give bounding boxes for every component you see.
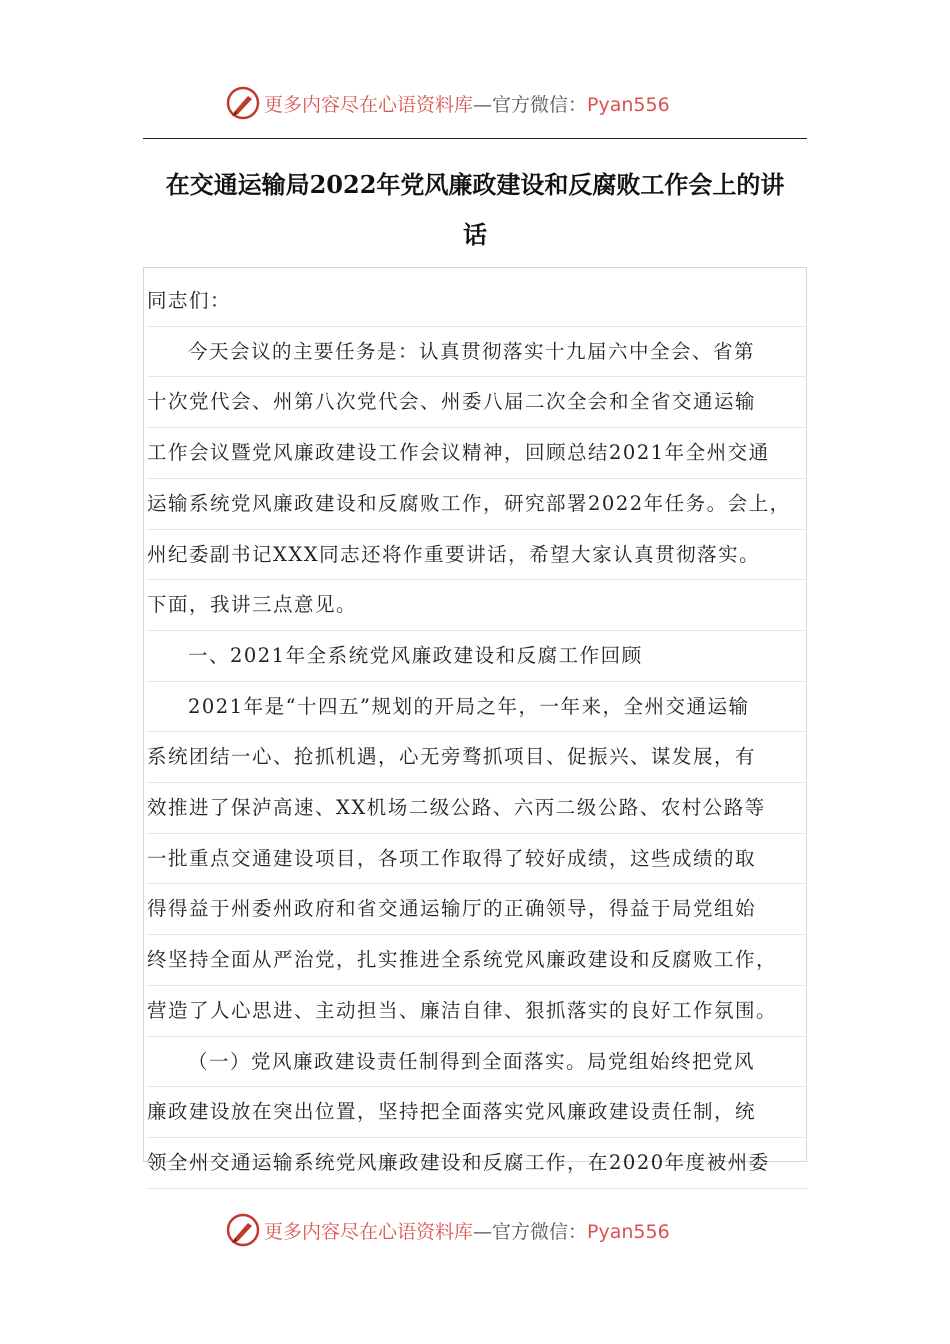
body-line: 州纪委副书记XXX同志还将作重要讲话，希望大家认真贯彻落实。 (147, 530, 807, 581)
watermark-banner-top (0, 84, 950, 124)
body-line: 终坚持全面从严治党，扎实推进全系统党风廉政建设和反腐败工作， (147, 935, 807, 986)
body-line: 得得益于州委州政府和省交通运输厅的正确领导，得益于局党组始 (147, 884, 807, 935)
body-line: 今天会议的主要任务是：认真贯彻落实十九届六中全会、省第 (147, 327, 807, 378)
document-body (147, 276, 807, 1189)
watermark-banner-bottom (0, 1211, 950, 1251)
title-line-1: 在交通运输局2022年党风廉政建设和反腐败工作会上的讲 (165, 170, 785, 199)
body-line: 营造了人心思进、主动担当、廉洁自律、狠抓落实的良好工作氛围。 (147, 986, 807, 1037)
body-line: 效推进了保泸高速、XX机场二级公路、六丙二级公路、农村公路等 (147, 783, 807, 834)
watermark-text: 更多内容尽在心语资料库—官方微信：Pyan556 (264, 1221, 670, 1243)
section-heading: 一、2021年全系统党风廉政建设和反腐工作回顾 (147, 631, 807, 682)
body-line: 系统团结一心、抢抓机遇，心无旁骛抓项目、促振兴、谋发展，有 (147, 732, 807, 783)
watermark-text: 更多内容尽在心语资料库—官方微信：Pyan556 (264, 94, 670, 116)
subsection-heading: （一）党风廉政建设责任制得到全面落实。局党组始终把党风 (147, 1037, 807, 1088)
body-line: 一批重点交通建设项目，各项工作取得了较好成绩，这些成绩的取 (147, 834, 807, 885)
body-line: 下面，我讲三点意见。 (147, 580, 807, 631)
body-line: 领全州交通运输系统党风廉政建设和反腐工作，在2020年度被州委 (147, 1138, 807, 1189)
pen-logo-icon (226, 86, 260, 120)
document-title (143, 160, 807, 260)
body-line: 2021年是“十四五”规划的开局之年，一年来，全州交通运输 (147, 682, 807, 733)
pen-logo-icon (226, 1213, 260, 1247)
salutation: 同志们： (147, 276, 807, 327)
body-line: 廉政建设放在突出位置，坚持把全面落实党风廉政建设责任制，统 (147, 1087, 807, 1138)
header-rule (143, 138, 807, 139)
body-line: 工作会议暨党风廉政建设工作会议精神，回顾总结2021年全州交通 (147, 428, 807, 479)
title-line-2: 话 (463, 220, 487, 249)
body-line: 运输系统党风廉政建设和反腐败工作，研究部署2022年任务。会上， (147, 479, 807, 530)
body-line: 十次党代会、州第八次党代会、州委八届二次全会和全省交通运输 (147, 377, 807, 428)
